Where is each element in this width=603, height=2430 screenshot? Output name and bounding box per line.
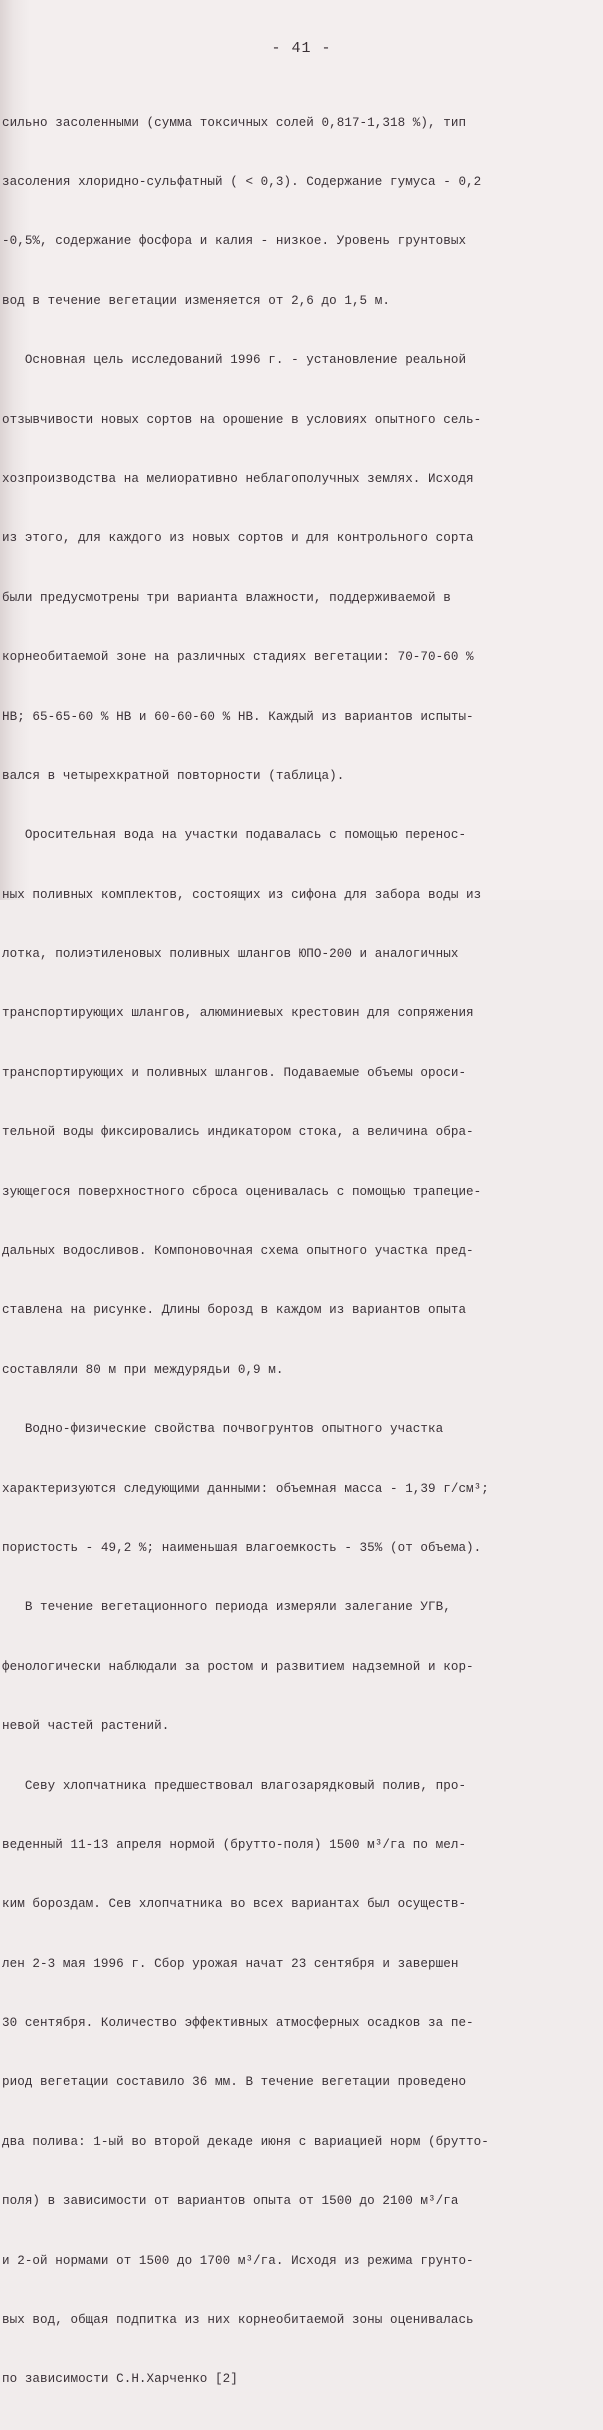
text-line: были предусмотрены три варианта влажности, поддерживаемой в [2,590,451,605]
text-line: риод вегетации составило 36 мм. В течение вегетации проведено [2,2075,467,2090]
text-line: тельной воды фиксировались индикатором стока, а величина обра- [2,1125,474,1140]
page-number: - 41 - [271,40,332,57]
text-line: транспортирующих и поливных шлангов. Подаваемые объемы ороси- [2,1065,467,1080]
text-line: пористость - 49,2 %; наименьшая влагоемкость - 35% (от объема). [2,1540,482,1555]
text-line: характеризуются следующими данными: объемная масса - 1,39 г/см³; [2,1481,489,1496]
paragraph-start: Основная цель исследований 1996 г. - установление реальной [2,353,467,368]
text-line: корнеобитаемой зоне на различных стадиях вегетации: 70-70-60 % [2,650,474,665]
paragraph-start: Оросительная вода на участки подавалась с помощью перенос- [2,828,467,843]
text-line: фенологически наблюдали за ростом и развитием надземной и кор- [2,1659,474,1674]
text-line: засоления хлоридно-сульфатный ( < 0,3). Содержание гумуса - 0,2 [2,174,482,189]
text-line: НВ; 65-65-60 % НВ и 60-60-60 % НВ. Каждый из вариантов испыты- [2,709,474,724]
text-line: хозпроизводства на мелиоративно неблагополучных землях. Исходя [2,471,474,486]
paragraph-start: Водно-физические свойства почвогрунтов опытного участка [2,1422,444,1437]
text-line: и 2-ой нормами от 1500 до 1700 м³/га. Исходя из режима грунто- [2,2253,474,2268]
text-line: -0,5%, содержание фосфора и калия - низкое. Уровень грунтовых [2,234,467,249]
text-line: составляли 80 м при междурядьи 0,9 м. [2,1362,284,1377]
body-text [2,74,562,2430]
text-line: транспортирующих шлангов, алюминиевых крестовин для сопряжения [2,1006,474,1021]
text-line: 30 сентября. Количество эффективных атмосферных осадков за пе- [2,2016,474,2031]
text-line: ставлена на рисунке. Длины борозд в каждом из вариантов опыта [2,1303,467,1318]
text-line: ким бороздам. Сев хлопчатника во всех вариантах был осуществ- [2,1897,467,1912]
text-line: невой частей растений. [2,1719,170,1734]
text-line: из этого, для каждого из новых сортов и для контрольного сорта [2,531,474,546]
text-line: отзывчивости новых сортов на орошение в условиях опытного сель- [2,412,482,427]
paragraph-start: В течение вегетационного периода измеряли залегание УГВ, [2,1600,451,1615]
text-line: зующегося поверхностного сброса оценивалась с помощью трапецие- [2,1184,482,1199]
text-line: лотка, полиэтиленовых поливных шлангов ЮПО-200 и аналогичных [2,947,459,962]
text-line: дальных водосливов. Компоновочная схема опытного участка пред- [2,1244,474,1259]
text-line: вался в четырехкратной повторности (таблица). [2,768,345,783]
text-line: сильно засоленными (сумма токсичных солей 0,817-1,318 %), тип [2,115,467,130]
text-line: веденный 11-13 апреля нормой (брутто-поля) 1500 м³/га по мел- [2,1837,467,1852]
text-line: вод в течение вегетации изменяется от 2,6 до 1,5 м. [2,293,390,308]
text-line: поля) в зависимости от вариантов опыта от 1500 до 2100 м³/га [2,2194,459,2209]
text-line: вых вод, общая подпитка из них корнеобитаемой зоны оценивалась [2,2313,474,2328]
text-line: по зависимости С.Н.Харченко [2] [2,2372,238,2387]
text-line: лен 2-3 мая 1996 г. Сбор урожая начат 23 сентября и завершен [2,1956,459,1971]
text-line: ных поливных комплектов, состоящих из сифона для забора воды из [2,887,482,902]
text-line: два полива: 1-ый во второй декаде июня с вариацией норм (брутто- [2,2134,489,2149]
paragraph-start: Севу хлопчатника предшествовал влагозарядковый полив, про- [2,1778,467,1793]
